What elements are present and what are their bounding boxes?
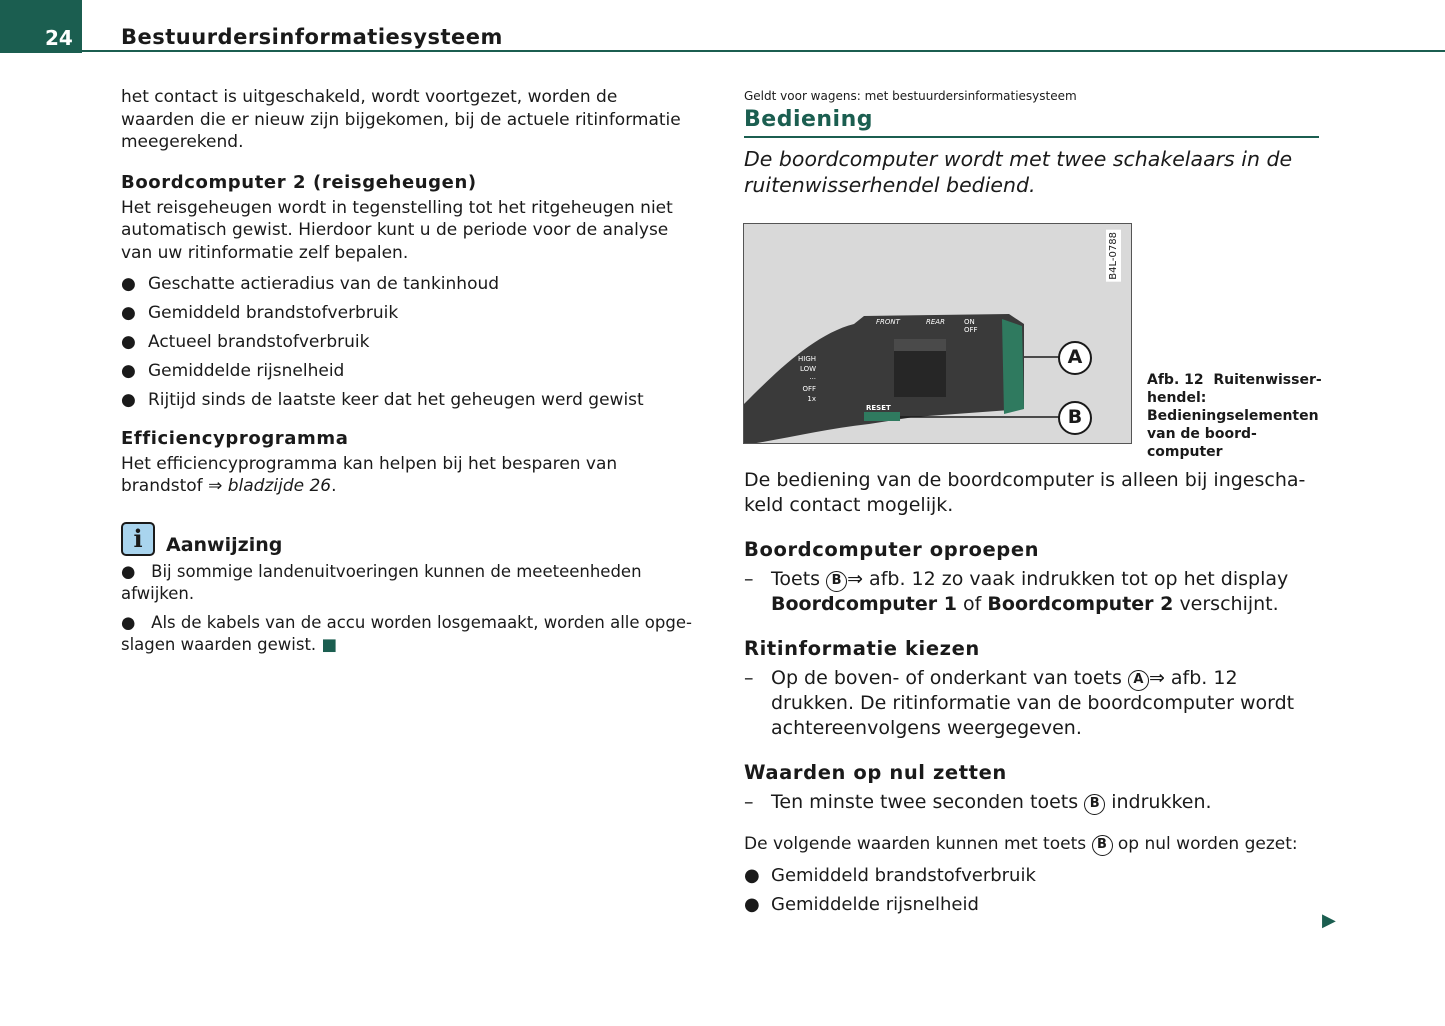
label-high: HIGH: [798, 355, 817, 363]
list-item-text: Geschatte actieradius van de tankinhoud: [148, 274, 500, 294]
text: Toets: [771, 568, 821, 590]
label-rear: REAR: [926, 318, 945, 326]
label-reset: RESET: [866, 404, 891, 412]
key-b-icon: B: [1092, 835, 1113, 856]
bullet-icon: ●: [121, 332, 136, 352]
label-on-off: [964, 318, 978, 334]
continue-arrow-icon: ▶: [1322, 910, 1336, 931]
section-heading: Boordcomputer oproepen: [744, 538, 1040, 561]
caption-text: Ruitenwisserhendel: Bedieningselementen van de boordcomputer: [1147, 372, 1322, 460]
bullet-icon: ●: [121, 390, 136, 410]
list-item-text: Gemiddelde rijsnelheid: [771, 893, 979, 915]
label-speeds: HIGH LOW ··· OFF 1x: [798, 355, 817, 403]
callout-a: A: [1067, 346, 1083, 368]
note-item: [121, 612, 696, 657]
intro-text: het contact is uitgeschakeld, wordt voortgezet, worden de waarden die er nieuw zijn bijgekomen, bij de actuele ritinformatie meegerekend.: [121, 87, 681, 152]
section-heading: Ritinformatie kiezen: [744, 637, 980, 660]
header-rule: [82, 50, 1445, 52]
bullet-icon: ●: [744, 893, 760, 915]
applicability-note: Geldt voor wagens: met bestuurdersinformatiesysteem: [744, 89, 1077, 103]
dash: –: [744, 568, 754, 590]
title-rule: [744, 136, 1319, 138]
list-item-text: Rijtijd sinds de laatste keer dat het geheugen werd gewist: [148, 390, 644, 410]
info-icon: i: [121, 522, 155, 556]
list-item: [121, 360, 696, 383]
list-item-text: Actueel brandstofverbruik: [148, 332, 370, 352]
text: De volgende waarden kunnen met toets: [744, 834, 1087, 854]
key-a-icon: A: [1128, 670, 1149, 691]
left-column: [121, 86, 696, 657]
text: Ten minste twee seconden toets: [771, 791, 1079, 813]
text: indrukken.: [1111, 791, 1212, 813]
text: verschijnt.: [1179, 593, 1279, 615]
label-low: LOW: [799, 365, 817, 373]
label-1x: 1x: [807, 395, 817, 403]
display-name: Boordcomputer 2: [987, 593, 1174, 615]
step-text: [771, 666, 1314, 741]
lead-text: De boordcomputer wordt met twee schakelaars in de ruitenwisserhendel bediend.: [744, 147, 1293, 197]
list-item-text: Gemiddeld brandstofverbruik: [148, 303, 399, 323]
list-item: [121, 273, 696, 296]
right-body: [744, 468, 1314, 916]
caption-number: Afb. 12: [1147, 372, 1204, 388]
section-text: Het reisgeheugen wordt in tegenstelling tot het ritgeheugen niet automatisch gewist. Hierdoor kunt u de periode voor de analyse van uw ritinformatie zelf bepalen.: [121, 197, 673, 263]
list-item: [121, 389, 696, 412]
text: ⇒ afb. 12 drukken. De ritinformatie van de boordcomputer wordt achtereenvolgens weergegeven.: [771, 667, 1295, 739]
list-item-text: Gemiddeld brandstofverbruik: [771, 865, 1036, 886]
step-text: [771, 790, 1212, 815]
section-heading: Waarden op nul zetten: [744, 761, 1007, 784]
key-b-icon: B: [1084, 794, 1105, 815]
page-number: 24: [0, 0, 82, 53]
text: Op de boven- of onderkant van toets: [771, 667, 1122, 689]
label-off: OFF: [964, 326, 978, 334]
body-text: De bediening van de boordcomputer is alleen bij ingeschakeld contact mogelijk.: [744, 469, 1306, 516]
section-text: [121, 453, 696, 498]
figure-reference: ⇒ afb. 12 zo vaak indrukken tot op het display: [847, 568, 1289, 590]
page-reference-link[interactable]: ⇒ bladzijde 26: [208, 476, 332, 496]
figure-code: B4L-0788: [1108, 232, 1119, 280]
bullet-icon: ●: [744, 865, 760, 886]
bullet-icon: ●: [121, 274, 136, 294]
section-heading: Boordcomputer 2 (reisgeheugen): [121, 171, 477, 193]
list-item: [121, 331, 696, 354]
section-title: Bediening: [744, 107, 874, 132]
label-on: ON: [964, 318, 975, 326]
instruction-step: [744, 790, 1314, 815]
bullet-icon: ●: [121, 303, 136, 323]
label-off: OFF: [802, 385, 817, 393]
dash: –: [744, 791, 754, 813]
list-item: [744, 894, 1314, 917]
label-front: FRONT: [876, 318, 900, 326]
body-text: [744, 833, 1314, 856]
key-b-icon: B: [826, 571, 847, 592]
page-title: Bestuurdersinformatiesysteem: [121, 25, 503, 49]
display-name: Boordcomputer 1: [771, 593, 957, 615]
text: Als de kabels van de accu worden losgemaakt, worden alle opgeslagen waarden gewist.: [121, 612, 692, 654]
note-title: Aanwijzing: [166, 533, 283, 556]
note-item: [121, 561, 696, 606]
list-item: [121, 302, 696, 325]
bullet-list: [121, 273, 696, 412]
end-mark-icon: ■: [321, 635, 338, 654]
step-text: [771, 567, 1314, 617]
bullet-icon: ●: [121, 361, 136, 381]
text: .: [331, 476, 337, 496]
note-header: [121, 522, 696, 556]
text: Het efficiencyprogramma kan helpen bij het besparen van brandstof: [121, 453, 618, 496]
section-heading: Efficiencyprogramma: [121, 427, 349, 449]
list-item: [744, 865, 1314, 888]
figure-caption: [1147, 371, 1325, 461]
bullet-icon: ●: [121, 561, 136, 581]
instruction-step: [744, 567, 1314, 617]
text: op nul worden gezet:: [1117, 834, 1298, 854]
text: of: [963, 593, 982, 615]
list-item-text: Gemiddelde rijsnelheid: [148, 361, 345, 381]
figure-wiper-lever: [743, 223, 1132, 444]
dash: –: [744, 667, 754, 689]
bullet-icon: ●: [121, 612, 136, 632]
text: Bij sommige landenuitvoeringen kunnen de meeteenheden afwijken.: [121, 561, 642, 603]
instruction-step: [744, 666, 1314, 741]
callout-b: B: [1067, 406, 1083, 428]
